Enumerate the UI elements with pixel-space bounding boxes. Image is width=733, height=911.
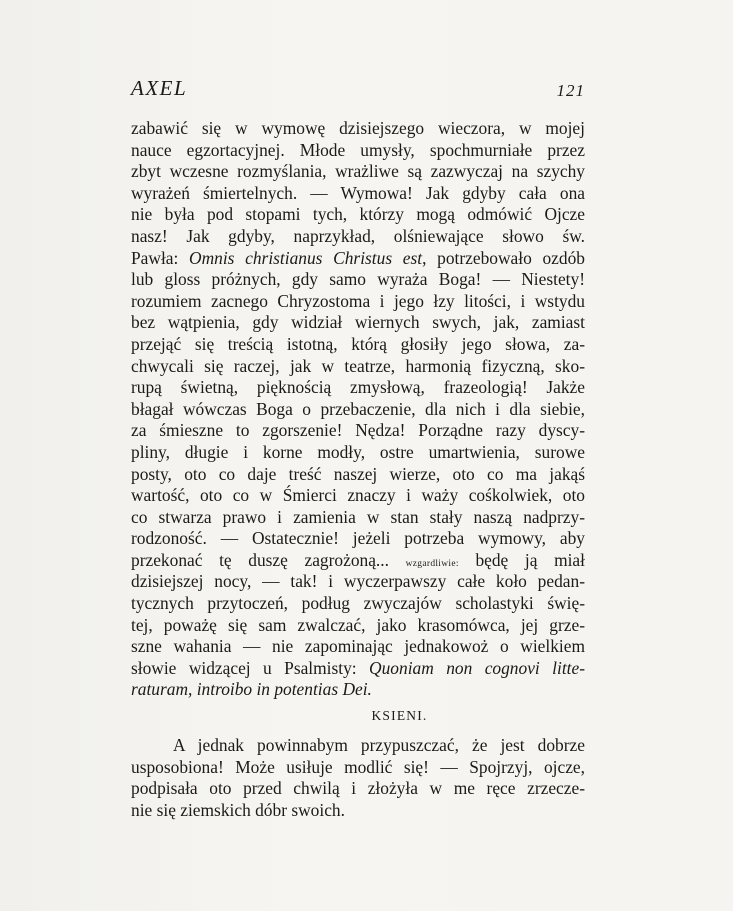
text-line: podpisała oto przed chwilą i złożyła w me ręce zrzecze- bbox=[131, 778, 585, 799]
text-line bbox=[131, 312, 585, 334]
text-segment: nie była pod stopami tych, którzy mogą odmówić Ojcze bbox=[131, 204, 585, 225]
text-line bbox=[131, 485, 585, 507]
running-head bbox=[131, 76, 585, 102]
text-segment: będę ją miał bbox=[458, 549, 585, 570]
italic-text: raturam, introibo in potentias Dei. bbox=[131, 679, 372, 700]
text-segment: dzisiejszej nocy, — tak! i wyczerpawszy całe koło pedan- bbox=[131, 571, 585, 592]
running-head-title: AXEL bbox=[131, 76, 188, 100]
text-segment: bez wątpienia, gdy widział wiernych swych, jak, zamiast bbox=[131, 312, 585, 333]
text-line bbox=[131, 226, 585, 248]
text-line bbox=[131, 356, 585, 378]
text-line bbox=[131, 593, 585, 615]
speaker-label: KSIENI. bbox=[371, 708, 428, 723]
text-line bbox=[131, 204, 585, 226]
text-line bbox=[131, 571, 585, 593]
text-line bbox=[131, 377, 585, 399]
text-segment: tycznych przytoczeń, podług zwyczajów scholastyki świę- bbox=[131, 593, 585, 614]
page-number: 121 bbox=[556, 81, 585, 100]
text-line bbox=[131, 118, 585, 140]
text-line: A jednak powinnabym przypuszczać, że jest dobrze bbox=[173, 735, 585, 755]
text-line bbox=[131, 528, 585, 550]
stage-direction: wzgardliwie: bbox=[405, 558, 459, 569]
text-line bbox=[131, 291, 585, 313]
text-segment: rupą świetną, pięknością zmysłową, frazeologią! Jakże bbox=[131, 377, 585, 398]
text-segment: błagał wówczas Boga o przebaczenie, dla nich i dla siebie, bbox=[131, 398, 585, 419]
text-line bbox=[131, 658, 585, 680]
text-line bbox=[131, 679, 585, 701]
main-paragraph bbox=[131, 118, 585, 701]
text-line bbox=[131, 464, 585, 486]
text-line bbox=[131, 442, 585, 464]
text-line: usposobiona! Może usiłuje modlić się! — Spojrzyj, ojcze, bbox=[131, 756, 585, 777]
text-segment: wartość, oto co w Śmierci znaczy i waży cośkolwiek, oto bbox=[131, 485, 585, 506]
text-segment: szne wahania — nie zapominając jednakowoż o wielkiem bbox=[131, 636, 585, 657]
text-segment: za śmieszne to zgorszenie! Nędza! Porządne razy dyscy- bbox=[131, 420, 585, 441]
text-segment: wyrażeń śmiertelnych. — Wymowa! Jak gdyby cała ona bbox=[131, 182, 585, 203]
italic-text: Quoniam non cognovi litte- bbox=[369, 657, 586, 678]
text-line bbox=[131, 399, 585, 421]
text-segment: lub gloss próżnych, gdy samo wyraża Boga! — Niestety! bbox=[131, 269, 585, 290]
text-segment: pliny, długie i korne modły, ostre umartwienia, surowe bbox=[131, 441, 585, 462]
text-line bbox=[131, 140, 585, 162]
text-segment: nasz! Jak gdyby, naprzykład, olśniewające słowo św. bbox=[131, 225, 585, 246]
text-segment: rodzoność. — Ostatecznie! jeżeli potrzeba wymowy, aby bbox=[131, 528, 585, 549]
text-segment: , potrzebowało ozdób bbox=[422, 247, 585, 268]
text-line bbox=[131, 161, 585, 183]
text-line bbox=[131, 248, 585, 270]
text-segment: posty, oto co daje treść naszej wierze, oto co ma jakąś bbox=[131, 463, 585, 484]
text-segment: zbyt wczesne rozmyślania, wrażliwe są zazwyczaj na szychy bbox=[131, 161, 585, 182]
text-line bbox=[131, 615, 585, 637]
text-segment: co stwarza prawo i zamienia w stan stały naszą nadprzy- bbox=[131, 506, 585, 527]
text-segment: Pawła: bbox=[131, 247, 190, 268]
text-line bbox=[131, 334, 585, 356]
text-line bbox=[131, 550, 585, 572]
text-segment: zabawić się w wymowę dzisiejszego wieczora, w mojej bbox=[131, 118, 585, 138]
text-segment: chwycali się raczej, jak w teatrze, harmonią fizyczną, sko- bbox=[131, 355, 585, 376]
text-segment: tej, poważę się sam zwalczać, jako krasomówca, jej grze- bbox=[131, 614, 585, 635]
text-segment: rozumiem zacnego Chryzostoma i jego łzy litości, i wstydu bbox=[131, 290, 585, 311]
text-line bbox=[131, 507, 585, 529]
text-line bbox=[131, 636, 585, 658]
text-segment: nauce egzortacyjnej. Młode umysły, spochmurniałe przez bbox=[131, 139, 585, 160]
text-line bbox=[131, 183, 585, 205]
italic-text: Omnis christianus Christus est bbox=[189, 247, 423, 268]
text-segment: słowie widzącej u Psalmisty: bbox=[131, 657, 370, 678]
text-segment: przejąć się treścią istotną, którą głosiły jego słowa, za- bbox=[131, 333, 585, 354]
text-line bbox=[131, 420, 585, 442]
text-line: nie się ziemskich dóbr swoich. bbox=[131, 799, 345, 820]
reply-paragraph bbox=[131, 735, 585, 821]
text-segment: przekonać tę duszę zagrożoną... bbox=[131, 549, 406, 570]
text-line bbox=[131, 269, 585, 291]
